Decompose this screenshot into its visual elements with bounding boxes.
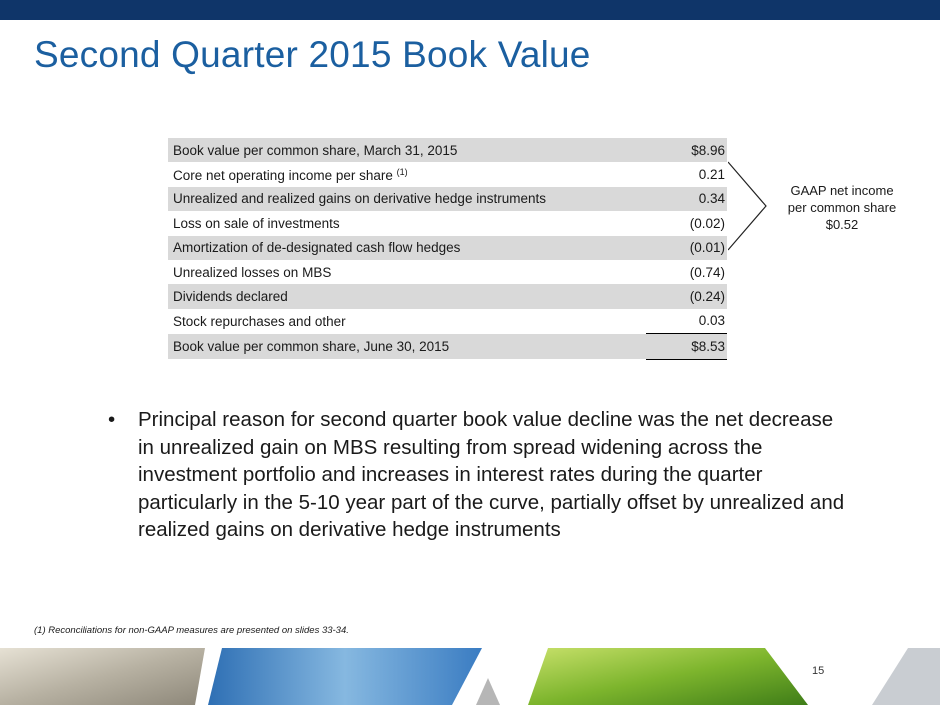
book-value-table [168, 138, 727, 360]
row-label: Book value per common share, March 31, 2015 [168, 138, 646, 162]
table-row [168, 284, 727, 308]
row-value: 0.34 [646, 187, 727, 211]
sky-image [208, 648, 482, 705]
table-row [168, 187, 727, 211]
footer-image-strip [0, 648, 940, 705]
table-row [168, 138, 727, 162]
row-value: 0.03 [698, 313, 725, 329]
table-row [168, 236, 727, 260]
table-row [168, 162, 727, 186]
row-label: Dividends declared [168, 284, 646, 308]
row-label: Book value per common share, June 30, 2015 [168, 334, 646, 359]
corner-image [872, 648, 940, 705]
slide-title: Second Quarter 2015 Book Value [34, 34, 591, 75]
page-number: 15 [812, 665, 825, 677]
accent-triangle [476, 678, 500, 705]
bullet-text: Principal reason for second quarter book value decline was the net decrease in unrealized gain on MBS resulting from spread widening across the investment portfolio and increases in interest rates during the quarter particularly in the 5-10 year part of the curve, partially offset by unrealized and realized gains on derivative hedge instruments [138, 408, 845, 541]
table-row [168, 309, 727, 334]
row-value: $8.96 [646, 138, 727, 162]
row-value: 0.21 [698, 167, 725, 183]
gaap-value: $0.52 [825, 217, 859, 232]
row-value: (0.01) [646, 236, 727, 260]
footnote-ref: (1) [396, 166, 408, 177]
row-value: (0.74) [689, 264, 725, 280]
bullet-icon: • [108, 408, 116, 431]
footnote: (1) Reconciliations for non-GAAP measures are presented on slides 33-34. [34, 625, 349, 636]
row-label: Loss on sale of investments [173, 215, 340, 231]
row-label: Unrealized losses on MBS [173, 264, 332, 280]
row-value: $8.53 [646, 334, 727, 359]
row-value: (0.24) [646, 284, 727, 308]
row-value: (0.02) [689, 215, 725, 231]
row-label: Amortization of de-designated cash flow hedges [168, 236, 646, 260]
gaap-net-income-note [776, 182, 908, 233]
table-row [168, 260, 727, 284]
gaap-line-1: GAAP net income [790, 183, 894, 198]
bullet-point [108, 406, 848, 544]
row-label: Core net operating income per share $^{(1)}$ [173, 166, 408, 183]
table-row [168, 334, 727, 359]
gaap-line-2: per common share [787, 200, 897, 215]
row-label: Stock repurchases and other [173, 313, 346, 329]
row-label: Unrealized and realized gains on derivative hedge instruments [168, 187, 646, 211]
table-row [168, 211, 727, 235]
leaf-image [528, 648, 808, 705]
rope-image [0, 648, 205, 705]
brace-connector [728, 160, 772, 252]
top-banner-bar [0, 0, 940, 20]
